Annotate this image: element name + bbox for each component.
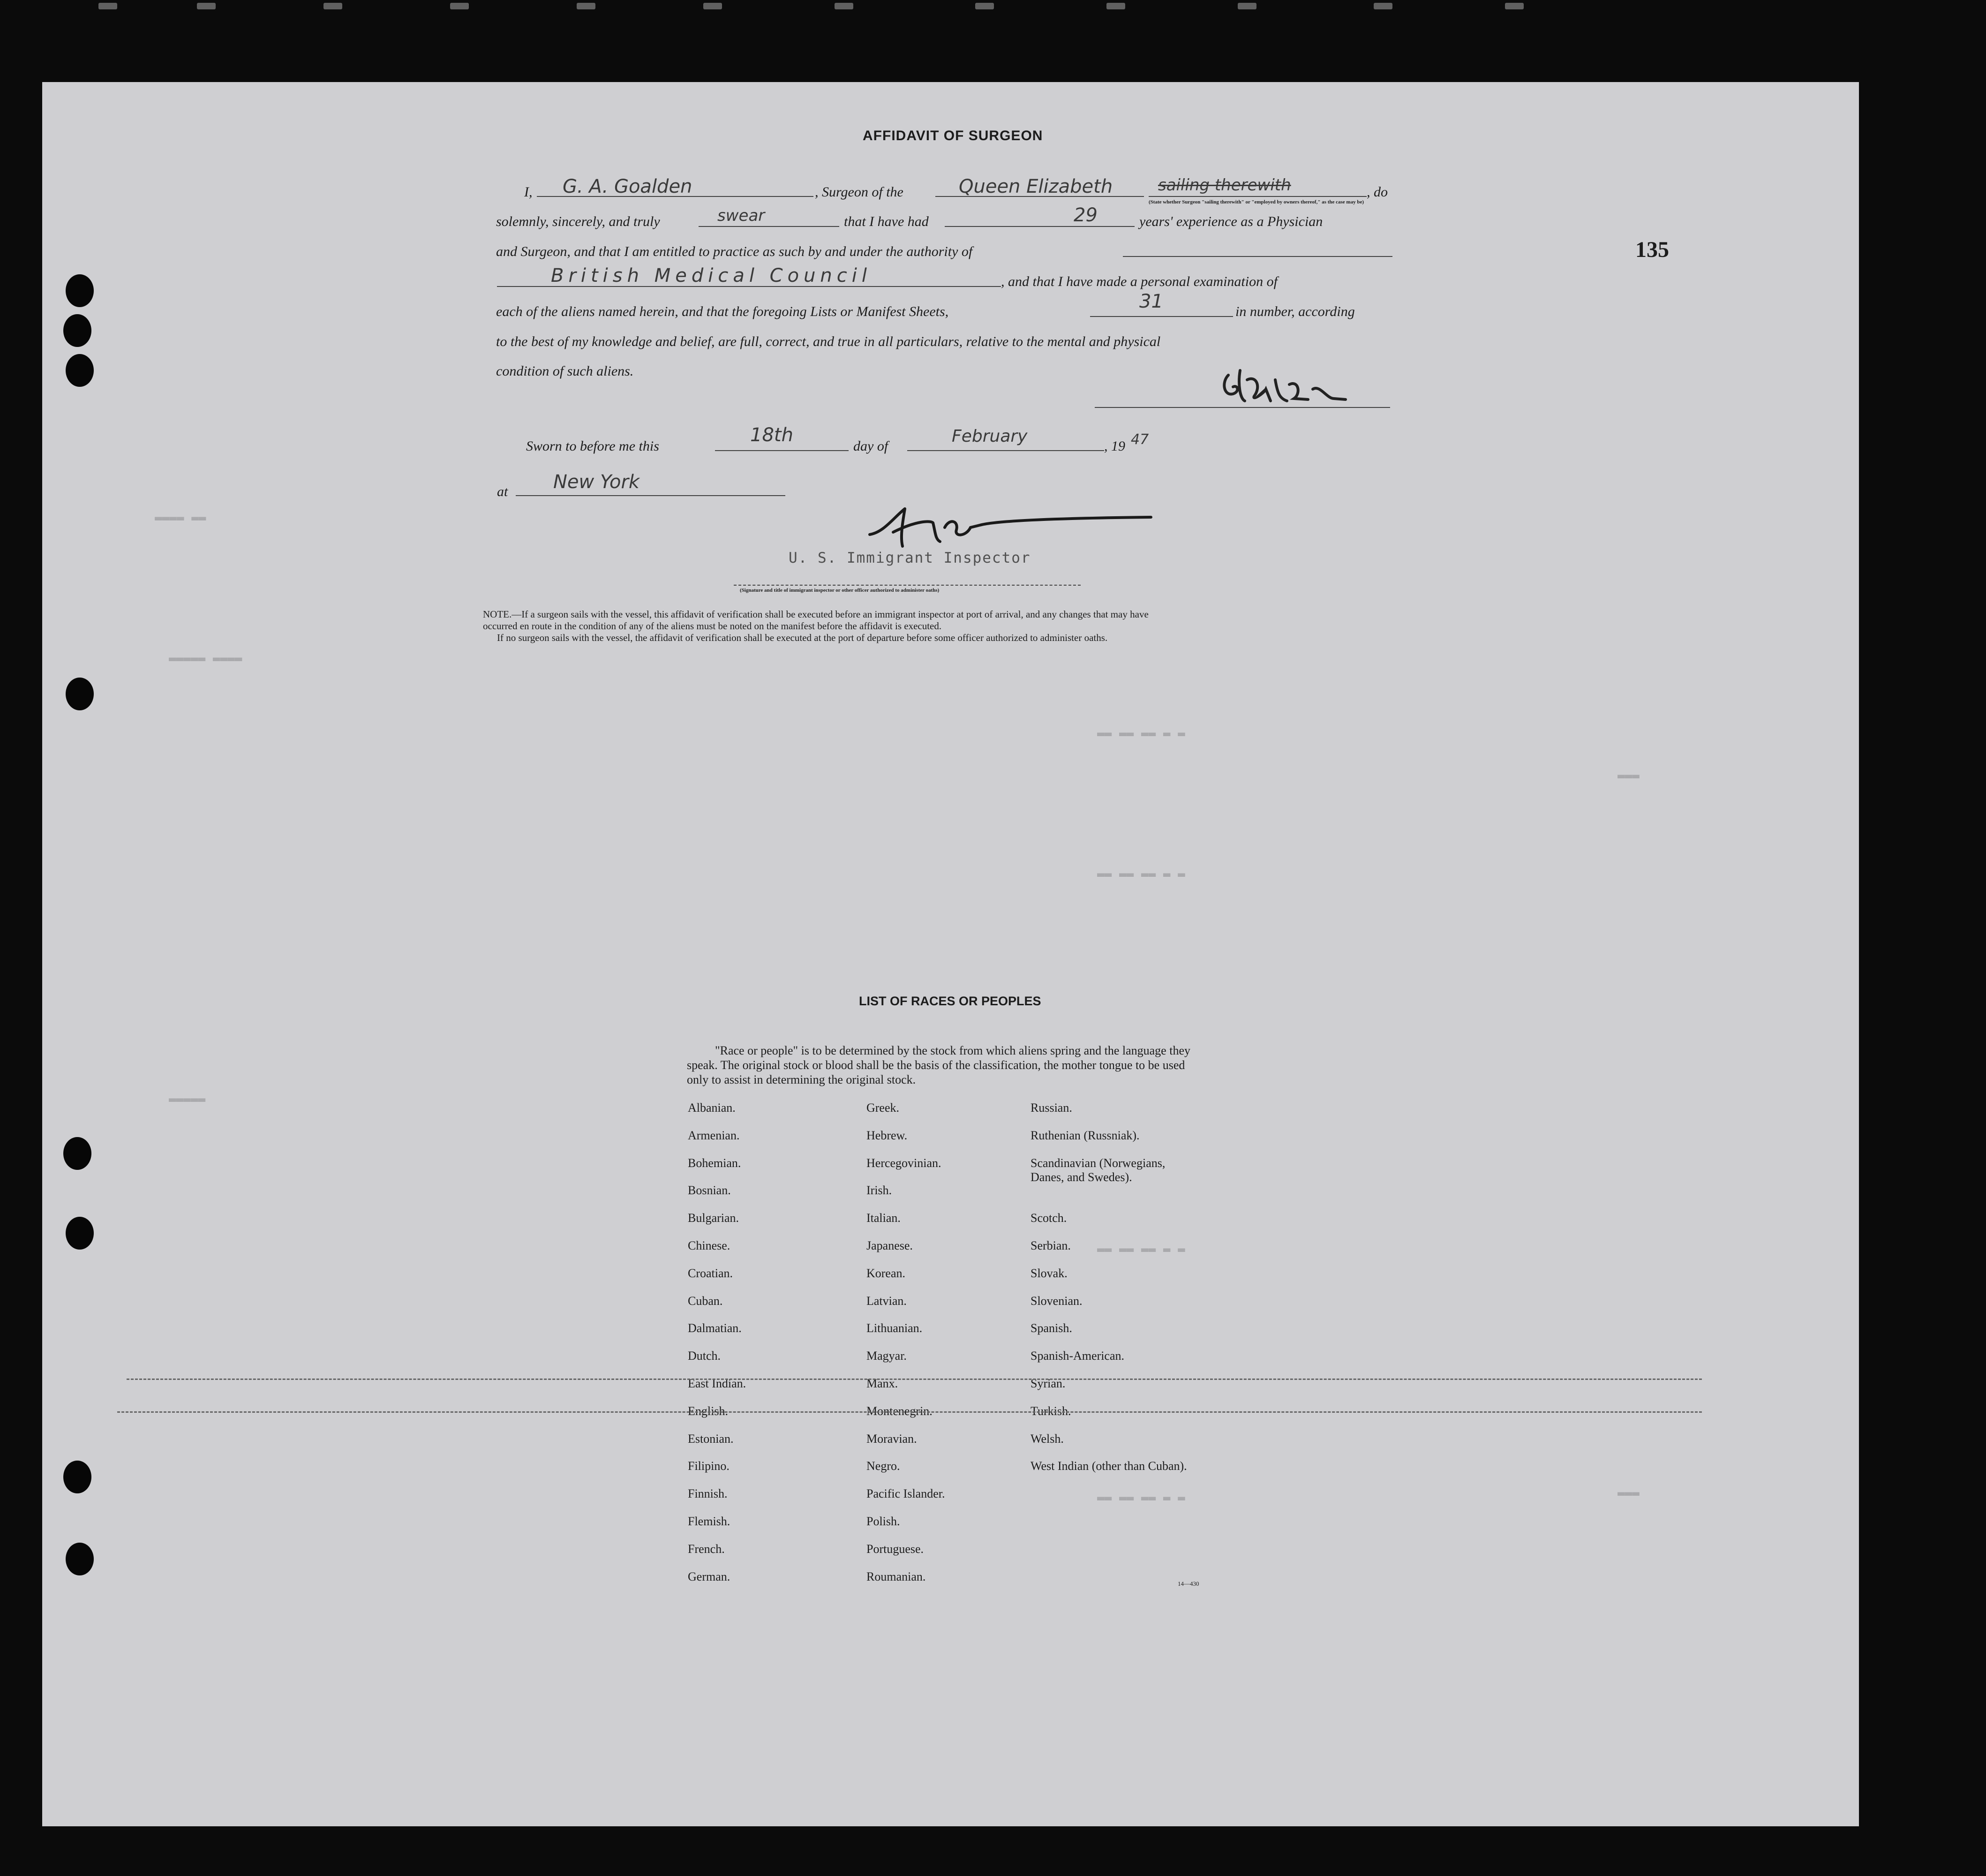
race-item: Bosnian.: [688, 1183, 731, 1198]
oath-word-field: swear: [717, 206, 765, 225]
punch-hole: [63, 1137, 91, 1170]
race-item: Magyar.: [866, 1349, 907, 1363]
punch-hole: [66, 1543, 94, 1575]
race-item: Croatian.: [688, 1266, 733, 1280]
i-label: I,: [524, 184, 533, 200]
race-item: Turkish.: [1031, 1404, 1071, 1418]
race-item: Korean.: [866, 1266, 906, 1280]
line7-text: condition of such aliens.: [496, 363, 634, 379]
punch-hole: [66, 1217, 94, 1250]
race-item: English.: [688, 1404, 728, 1418]
race-item: Russian.: [1031, 1101, 1072, 1115]
bleed-through-text: ▬▬ ▬▬ ▬▬ ▬ ▬: [1097, 727, 1185, 741]
race-item: Filipino.: [688, 1459, 730, 1473]
note-block: [483, 609, 1392, 644]
line4-text: , and that I have made a personal examination of: [1001, 274, 1278, 289]
at-label: at: [497, 484, 508, 499]
line6-text: to the best of my knowledge and belief, are full, correct, and true in all particulars, relative to the mental and physical: [496, 334, 1161, 349]
divider: [127, 1379, 1702, 1380]
race-item: Flemish.: [688, 1514, 730, 1528]
line2-text-a: solemnly, sincerely, and truly: [496, 214, 660, 229]
punch-hole: [66, 678, 94, 710]
inspector-title: U. S. Immigrant Inspector: [789, 550, 1031, 566]
race-item: Armenian.: [688, 1128, 740, 1142]
race-item: Italian.: [866, 1211, 901, 1225]
sheets-count-field: 31: [1139, 291, 1163, 312]
races-column-1: [688, 1101, 746, 1597]
race-item: Albanian.: [688, 1101, 736, 1115]
surgeon-signature: [1219, 361, 1360, 413]
race-item: Spanish-American.: [1031, 1349, 1125, 1363]
race-item: Hercegovinian.: [866, 1156, 941, 1170]
sworn-month-field: February: [952, 427, 1028, 446]
punch-hole: [63, 314, 91, 347]
note-line-2: occurred en route in the condition of any of the aliens must be noted on the manifest before the affidavit is executed.: [483, 620, 942, 632]
form-number: 14—430: [1178, 1580, 1199, 1587]
race-item: Syrian.: [1031, 1376, 1066, 1390]
location-field: New York: [553, 471, 640, 493]
race-item: Chinese.: [688, 1238, 730, 1252]
do-label: , do: [1367, 184, 1388, 200]
line5-text-a: each of the aliens named herein, and that the foregoing Lists or Manifest Sheets,: [496, 304, 949, 319]
sworn-year-field: 47: [1131, 431, 1149, 448]
bleed-through-text: ▬▬ ▬▬ ▬▬ ▬ ▬: [1097, 867, 1185, 881]
race-item: Japanese.: [866, 1238, 913, 1252]
note-line-3: If no surgeon sails with the vessel, the affidavit of verification shall be executed at the port of departure before some officer authorized to administer oaths.: [497, 632, 1108, 643]
bleed-through-text: ▬▬▬▬▬ ▬▬▬▬: [169, 652, 242, 666]
race-item: Manx.: [866, 1376, 898, 1390]
bleed-through-text: ▬▬▬: [1617, 769, 1640, 783]
race-item: Estonian.: [688, 1431, 734, 1446]
races-title: LIST OF RACES OR PEOPLES: [859, 994, 1041, 1008]
race-item: Slovenian.: [1031, 1294, 1083, 1308]
years-field: 29: [1074, 204, 1098, 226]
year-prefix: , 19: [1104, 438, 1125, 454]
race-item: Scandinavian (Norwegians, Danes, and Swedes).: [1031, 1156, 1166, 1184]
race-item: Dutch.: [688, 1349, 721, 1363]
race-item: German.: [688, 1569, 730, 1583]
race-item: Finnish.: [688, 1487, 728, 1501]
day-of-label: day of: [853, 438, 888, 454]
race-item: Bulgarian.: [688, 1211, 739, 1225]
races-intro: "Race or people" is to be determined by the stock from which aliens spring and the language they speak. The original stock or blood shall be the basis of the classification, the mother tongue to be used only to assist in determining the original stock.: [687, 1044, 1190, 1086]
surgeon-name-field: G. A. Goalden: [563, 176, 692, 197]
page-number: 135: [1635, 237, 1669, 262]
divider: [117, 1411, 1702, 1413]
race-item: Pacific Islander.: [866, 1487, 945, 1501]
note-line-1: NOTE.—If a surgeon sails with the vessel, this affidavit of verification shall be executed before an immigrant inspector at port of arrival, and any changes that may have: [483, 609, 1149, 620]
race-item: Bohemian.: [688, 1156, 741, 1170]
race-item: Roumanian.: [866, 1569, 926, 1583]
line5-text-b: in number, according: [1235, 304, 1355, 319]
races-column-2: [866, 1101, 945, 1597]
bleed-through-text: ▬▬ ▬▬ ▬▬ ▬ ▬: [1097, 1491, 1185, 1505]
sworn-day-field: 18th: [750, 424, 793, 446]
inspector-signature: [865, 499, 1156, 553]
line3-text: and Surgeon, and that I am entitled to practice as such by and under the authority of: [496, 244, 973, 259]
race-item: Greek.: [866, 1101, 900, 1115]
bleed-through-text: ▬▬▬▬ ▬▬: [155, 511, 206, 525]
punch-hole: [63, 1461, 91, 1493]
parenthetical-note: (State whether Surgeon "sailing therewith" or "employed by owners thereof," as the case may be): [1149, 199, 1364, 205]
race-item: Negro.: [866, 1459, 900, 1473]
signature-caption: (Signature and title of immigrant inspector or other officer authorized to administer oaths): [740, 588, 940, 593]
race-item: Polish.: [866, 1514, 900, 1528]
vessel-name-field: Queen Elizabeth: [959, 176, 1113, 197]
film-edge-strip: [0, 0, 1986, 19]
surgeon-of-label: , Surgeon of the: [815, 184, 903, 200]
race-item: Cuban.: [688, 1294, 723, 1308]
race-item: Scotch.: [1031, 1211, 1067, 1225]
authority-field: British Medical Council: [551, 265, 872, 286]
race-item: Portuguese.: [866, 1542, 924, 1556]
race-item: West Indian (other than Cuban).: [1031, 1459, 1187, 1473]
punch-hole: [66, 354, 94, 387]
race-item: Slovak.: [1031, 1266, 1068, 1280]
race-item: Serbian.: [1031, 1238, 1071, 1252]
race-item: Welsh.: [1031, 1431, 1064, 1446]
race-item: French.: [688, 1542, 725, 1556]
race-item: Irish.: [866, 1183, 892, 1198]
line2-text-c: years' experience as a Physician: [1139, 214, 1323, 229]
sailing-status-field: sailing therewith: [1158, 176, 1291, 195]
bleed-through-text: ▬▬ ▬▬ ▬▬ ▬ ▬: [1097, 1243, 1185, 1257]
race-item: Spanish.: [1031, 1321, 1072, 1335]
punch-hole: [66, 274, 94, 307]
race-item: Montenegrin.: [866, 1404, 933, 1418]
bleed-through-text: ▬▬▬▬▬: [169, 1092, 206, 1107]
line2-text-b: that I have had: [844, 214, 929, 229]
race-item: Dalmatian.: [688, 1321, 742, 1335]
race-item: Lithuanian.: [866, 1321, 923, 1335]
race-item: East Indian.: [688, 1376, 746, 1390]
race-item: Hebrew.: [866, 1128, 908, 1142]
races-column-3: [1031, 1101, 1199, 1487]
bleed-through-text: ▬▬▬: [1617, 1486, 1640, 1500]
affidavit-title: AFFIDAVIT OF SURGEON: [863, 128, 1043, 143]
sworn-label: Sworn to before me this: [526, 438, 659, 454]
race-item: Moravian.: [866, 1431, 917, 1446]
race-item: Latvian.: [866, 1294, 907, 1308]
race-item: Ruthenian (Russniak).: [1031, 1128, 1140, 1142]
